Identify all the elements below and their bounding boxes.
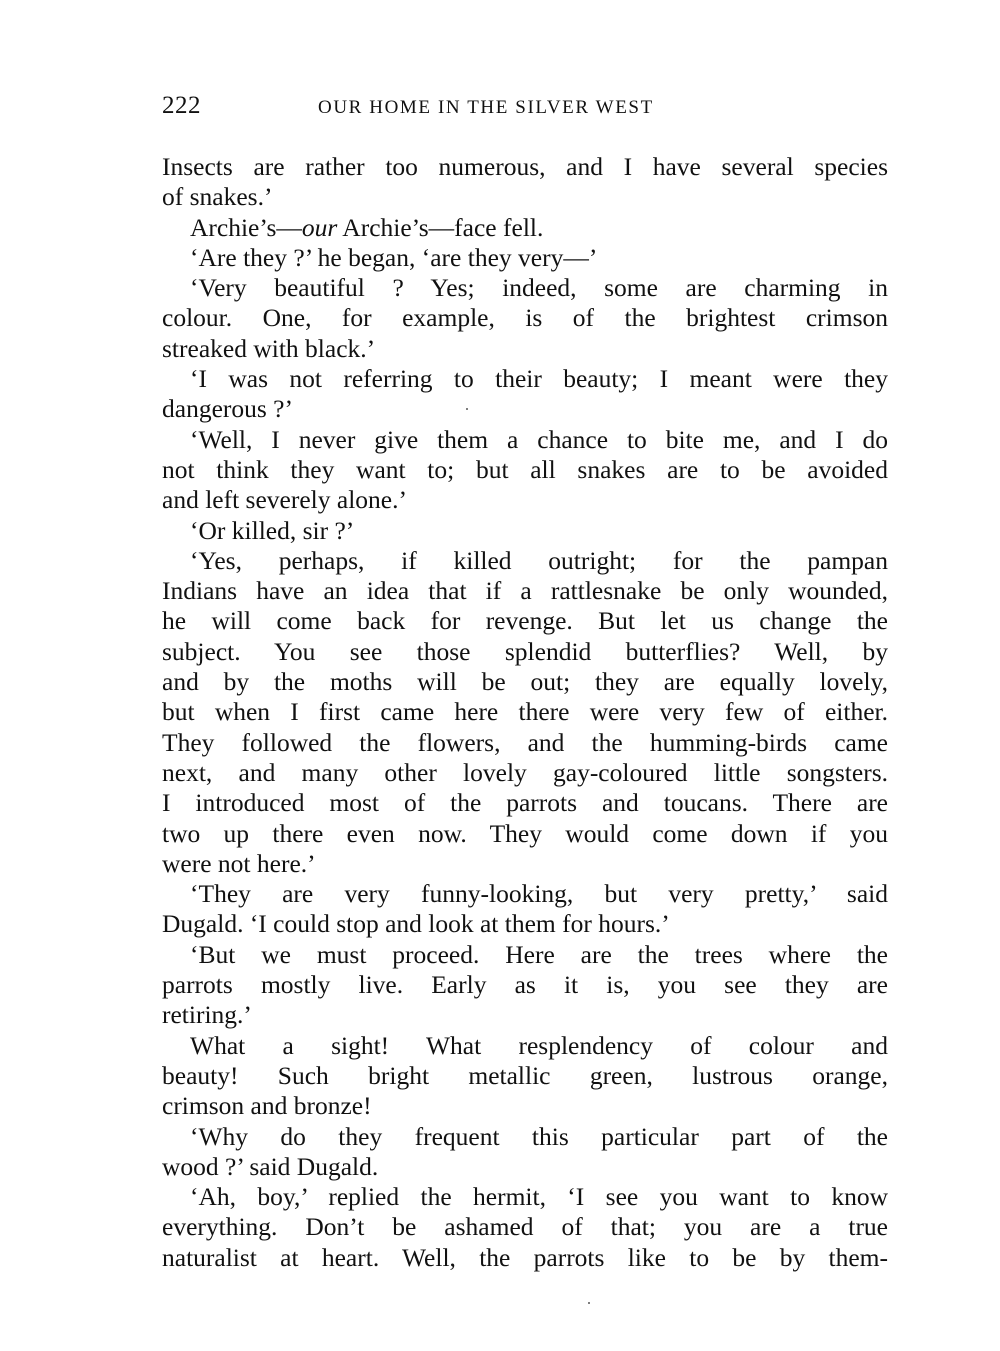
page-number: 222 <box>162 92 201 119</box>
text-line: ‘Ah, boy,’ replied the hermit, ‘I see you want to know <box>190 1182 888 1212</box>
text-line: ‘They are very funny-looking, but very pretty,’ said <box>190 879 888 909</box>
text-line: colour. One, for example, is of the brightest crimson <box>162 303 888 333</box>
text-line: ‘Are they ?’ he began, ‘are they very—’ <box>190 242 598 272</box>
print-speck <box>588 1302 590 1304</box>
text-line: not think they want to; but all snakes are to be avoided <box>162 454 888 484</box>
text-line: ‘I was not referring to their beauty; I meant were they <box>190 364 888 394</box>
text-line: Indians have an idea that if a rattlesnake be only wounded, <box>162 576 888 606</box>
text-line: Dugald. ‘I could stop and look at them for hours.’ <box>162 909 670 939</box>
page-header <box>162 92 890 126</box>
text-line: What a sight! What resplendency of colour and <box>190 1030 888 1060</box>
text-line: ‘Well, I never give them a chance to bite me, and I do <box>190 424 888 454</box>
print-speck <box>466 408 468 410</box>
text-line: I introduced most of the parrots and toucans. There are <box>162 788 888 818</box>
text-line: dangerous ?’ <box>162 394 293 424</box>
text-line: beauty! Such bright metallic green, lustrous orange, <box>162 1060 888 1090</box>
text-line: ‘Why do they frequent this particular part of the <box>190 1121 888 1151</box>
text-line: but when I first came here there were very few of either. <box>162 697 888 727</box>
text-line: ‘Very beautiful ? Yes; indeed, some are charming in <box>190 273 888 303</box>
text-line: ‘Yes, perhaps, if killed outright; for the pampan <box>190 545 888 575</box>
text-line: two up there even now. They would come down if you <box>162 818 888 848</box>
text-line: streaked with black.’ <box>162 333 376 363</box>
text-line: crimson and bronze! <box>162 1091 372 1121</box>
text-line: They followed the flowers, and the humming-birds came <box>162 727 888 757</box>
text-line: and left severely alone.’ <box>162 485 407 515</box>
text-line: wood ?’ said Dugald. <box>162 1151 379 1181</box>
text-line: retiring.’ <box>162 1000 252 1030</box>
text-line: ‘But we must proceed. Here are the trees where the <box>190 939 888 969</box>
text-line: parrots mostly live. Early as it is, you see they are <box>162 970 888 1000</box>
body-text <box>162 152 888 1273</box>
text-line: naturalist at heart. Well, the parrots like to be by them- <box>162 1242 888 1272</box>
running-head: OUR HOME IN THE SILVER WEST <box>318 97 654 118</box>
text-line: of snakes.’ <box>162 182 273 212</box>
text-line: subject. You see those splendid butterflies? Well, by <box>162 636 888 666</box>
text-line: and by the moths will be out; they are equally lovely, <box>162 667 888 697</box>
text-line: ‘Or killed, sir ?’ <box>190 515 355 545</box>
text-line: next, and many other lovely gay-coloured little songsters. <box>162 757 888 787</box>
text-line: everything. Don’t be ashamed of that; you are a true <box>162 1212 888 1242</box>
text-line: were not here.’ <box>162 848 316 878</box>
text-line: Archie’s—our Archie’s—face fell. <box>190 212 544 242</box>
text-line: he will come back for revenge. But let us change the <box>162 606 888 636</box>
text-line: Insects are rather too numerous, and I have several species <box>162 152 888 181</box>
italic-emphasis: our <box>301 212 338 242</box>
